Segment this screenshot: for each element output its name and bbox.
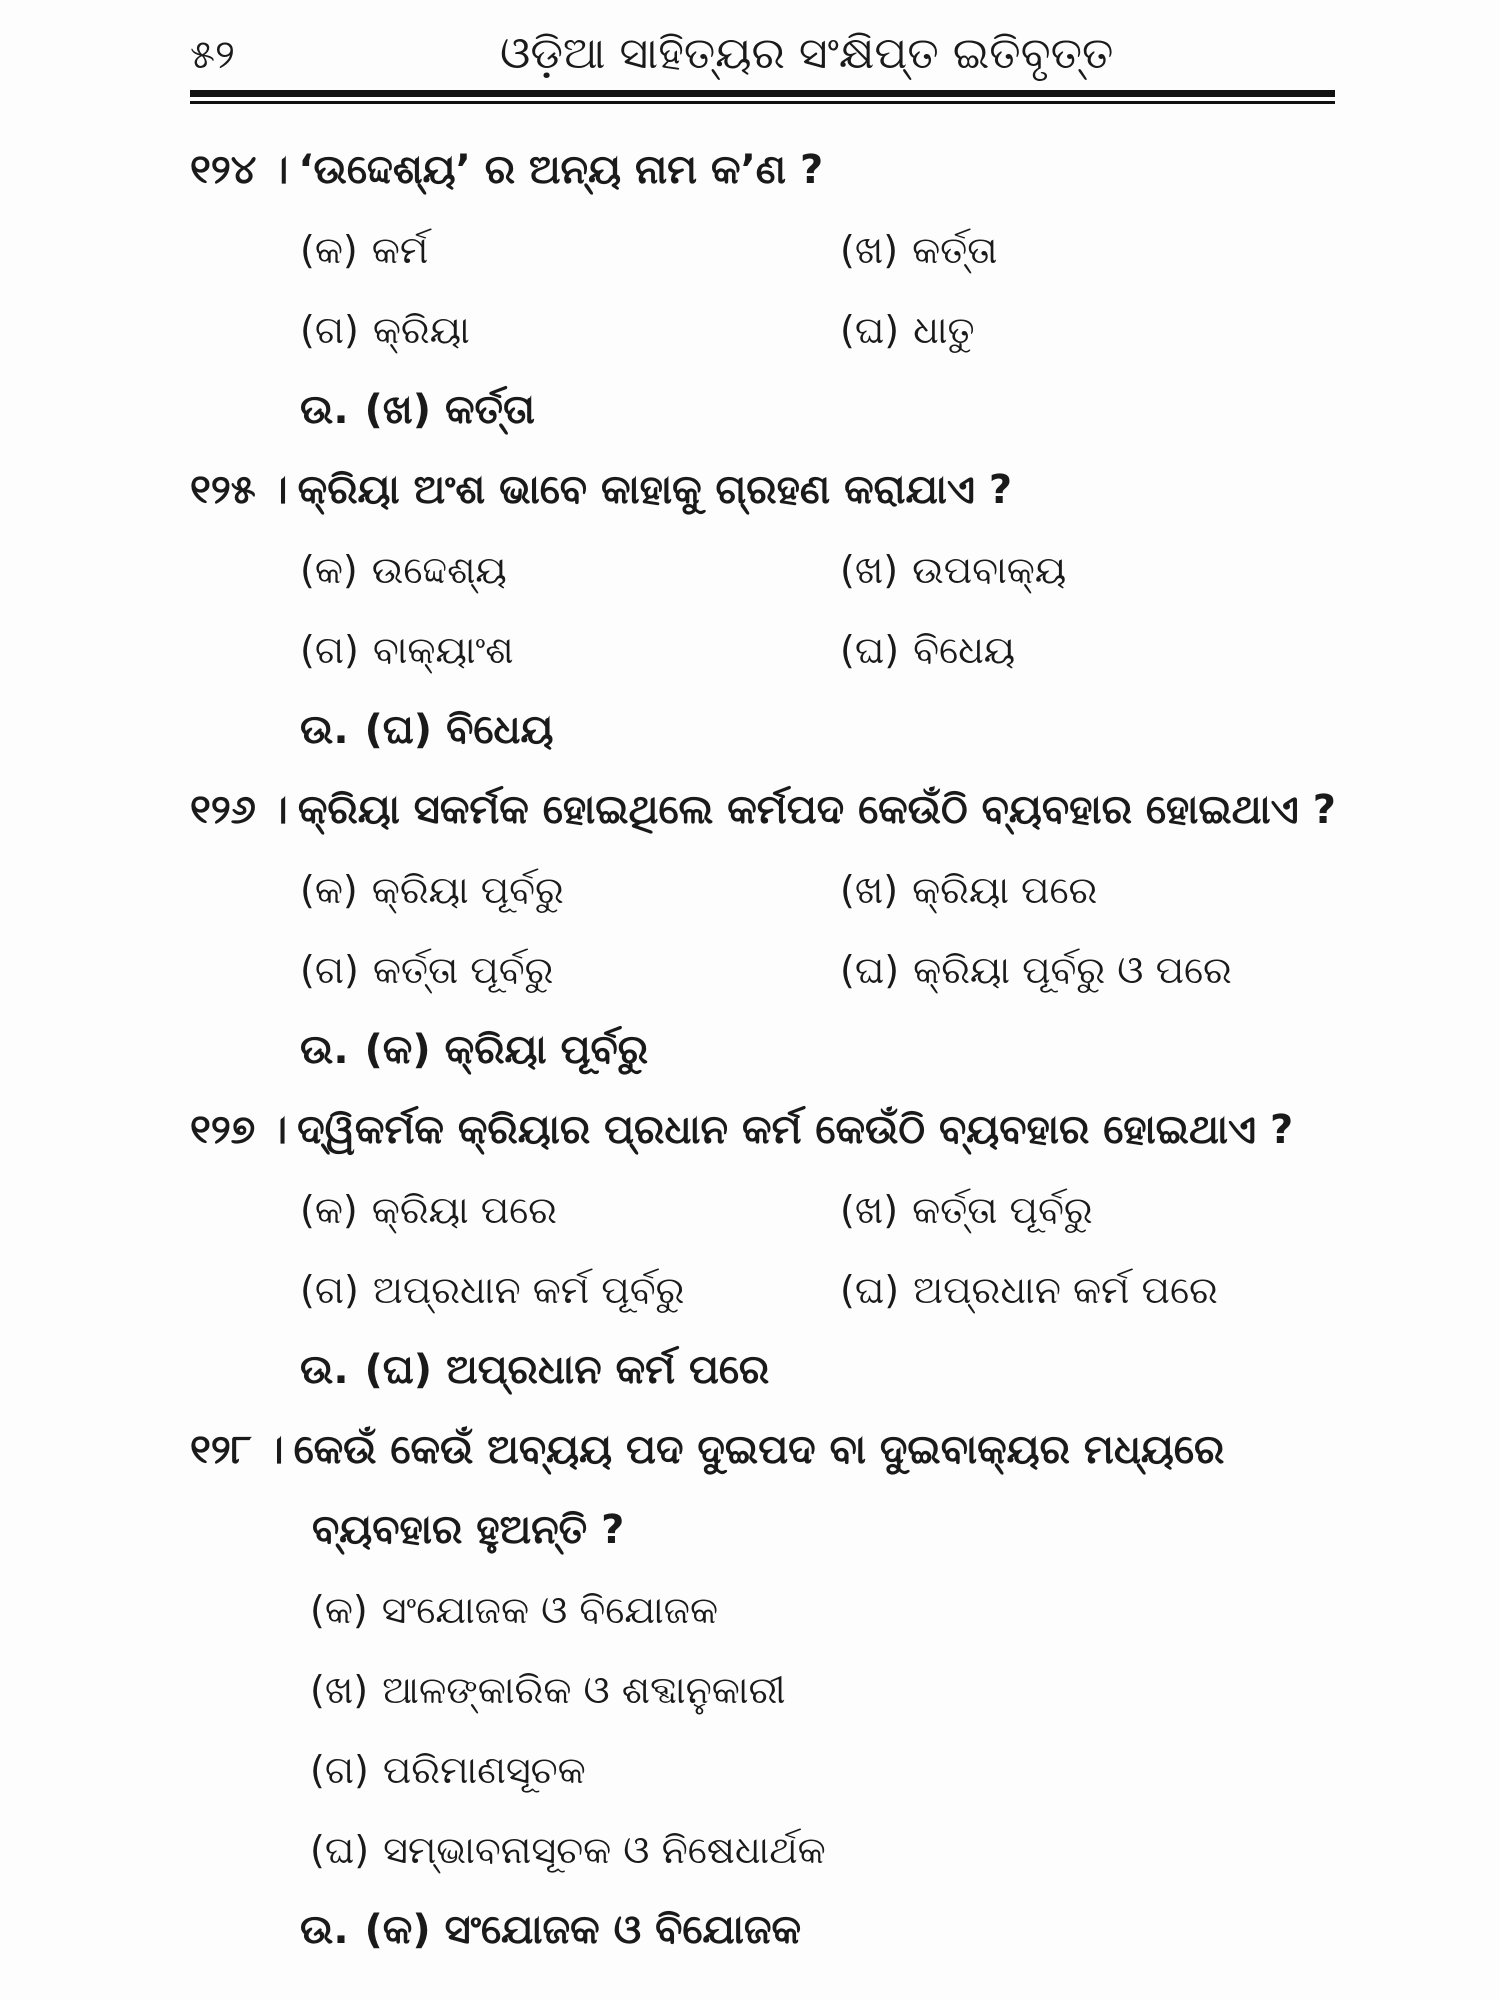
option-ga (310, 1730, 1350, 1810)
question-number: ୧୨୫ । (190, 467, 288, 513)
question-127 (190, 1090, 1350, 1410)
question-128 (190, 1410, 1350, 1970)
option-kha (840, 210, 1360, 290)
option-ka (300, 210, 840, 290)
option-gha (310, 1810, 1350, 1890)
option-kha (310, 1650, 1350, 1730)
option-ga (300, 1250, 840, 1330)
answer-prefix: ଉ. (300, 707, 349, 753)
option-label: (ଘ) (840, 308, 900, 352)
option-label: (କ) (300, 1188, 358, 1232)
option-text: କ୍ରିୟା (372, 308, 470, 352)
question-126 (190, 770, 1350, 1090)
option-text: କର୍ତ୍ତା (912, 228, 998, 272)
question-text (190, 130, 1350, 210)
options (190, 210, 1350, 370)
answer-text: ବିଧେୟ (446, 707, 554, 753)
option-text: ବିଧେୟ (913, 628, 1016, 672)
option-gha (840, 1250, 1360, 1330)
option-kha (840, 1170, 1360, 1250)
answer-prefix: ଉ. (300, 1907, 349, 1953)
question-body: କେଉଁ କେଉଁ ଅବ୍ୟୟ ପଦ ଦୁଇପଦ ବା ଦୁଇବାକ୍ୟର ମଧ୍ୟରେ (293, 1427, 1225, 1473)
answer-line (190, 690, 1350, 770)
option-label: (ଗ) (300, 948, 359, 992)
answer-prefix: ଉ. (300, 387, 349, 433)
answer-prefix: ଉ. (300, 1027, 349, 1073)
options (190, 530, 1350, 690)
options (190, 1570, 1350, 1890)
option-gha (840, 930, 1360, 1010)
option-label: (ଖ) (310, 1668, 369, 1712)
option-text: ଅପ୍ରଧାନ କର୍ମ ପୂର୍ବରୁ (372, 1268, 685, 1312)
option-label: (କ) (300, 868, 358, 912)
question-text (190, 770, 1350, 850)
answer-line (190, 1890, 1350, 1970)
answer-option-label: (ଘ) (364, 1347, 433, 1393)
option-text: କ୍ରିୟା ପରେ (912, 868, 1098, 912)
header-rule-thick (190, 90, 1335, 97)
page-header (190, 22, 1330, 92)
answer-option-label: (କ) (364, 1907, 431, 1953)
answer-text: କର୍ତ୍ତା (445, 387, 535, 433)
option-text: ଉପବାକ୍ୟ (912, 548, 1067, 592)
question-list (190, 130, 1350, 1970)
question-body: ଦ୍ୱିକର୍ମକ କ୍ରିୟାର ପ୍ରଧାନ କର୍ମ କେଉଁଠି ବ୍ୟବହାର ହୋଇଥାଏ ? (297, 1107, 1294, 1153)
option-text: କ୍ରିୟା ପୂର୍ବରୁ ଓ ପରେ (913, 948, 1232, 992)
option-label: (କ) (300, 548, 358, 592)
answer-prefix: ଉ. (300, 1347, 349, 1393)
question-number: ୧୨୬ । (190, 787, 288, 833)
option-text: ସଂଯୋଜକ ଓ ବିଯୋଜକ (381, 1588, 719, 1632)
option-text: ସମ୍ଭାବନାସୂଚକ ଓ ନିଷେଧାର୍ଥକ (383, 1828, 826, 1872)
option-kha (840, 850, 1360, 930)
option-ga (300, 930, 840, 1010)
option-label: (ଖ) (840, 868, 899, 912)
option-ka (300, 530, 840, 610)
option-text: କ୍ରିୟା ପରେ (371, 1188, 557, 1232)
running-title: ଓଡ଼ିଆ ସାହିତ୍ୟର ସଂକ୍ଷିପ୍ତ ଇତିବୃତ୍ତ (500, 28, 1114, 79)
options (190, 850, 1350, 1010)
question-body: କ୍ରିୟା ଅଂଶ ଭାବେ କାହାକୁ ଗ୍ରହଣ କରାଯାଏ ? (297, 467, 1013, 513)
option-ga (300, 290, 840, 370)
option-label: (ଗ) (300, 628, 359, 672)
option-ga (300, 610, 840, 690)
answer-line (190, 370, 1350, 450)
option-gha (840, 290, 1360, 370)
question-body: କ୍ରିୟା ସକର୍ମକ ହୋଇଥିଲେ କର୍ମପଦ କେଉଁଠି ବ୍ୟବହାର ହୋଇଥାଏ ? (297, 787, 1336, 833)
option-text: ଆଳଙ୍କାରିକ ଓ ଶବ୍ଦାନୁକାରୀ (382, 1668, 786, 1712)
answer-text: କ୍ରିୟା ପୂର୍ବରୁ (444, 1027, 649, 1073)
question-text (190, 1410, 1350, 1490)
option-text: ଉଦ୍ଦେଶ୍ୟ (371, 548, 507, 592)
question-text-continuation: ବ୍ୟବହାର ହୁଅନ୍ତି ? (312, 1507, 625, 1553)
answer-text: ସଂଯୋଜକ ଓ ବିଯୋଜକ (444, 1907, 802, 1953)
option-label: (କ) (300, 228, 358, 272)
option-ka (300, 1170, 840, 1250)
header-rule-thin (190, 101, 1335, 104)
answer-option-label: (ଖ) (364, 387, 431, 433)
options (190, 1170, 1350, 1330)
option-label: (ଖ) (840, 548, 899, 592)
question-text (190, 450, 1350, 530)
option-label: (ଖ) (840, 1188, 899, 1232)
option-text: ଅପ୍ରଧାନ କର୍ମ ପରେ (913, 1268, 1218, 1312)
option-gha (840, 610, 1360, 690)
option-ka (310, 1570, 1350, 1650)
option-text: ପରିମାଣସୂଚକ (382, 1748, 586, 1792)
answer-option-label: (ଘ) (364, 707, 433, 753)
option-ka (300, 850, 840, 930)
option-text: ବାକ୍ୟାଂଶ (372, 628, 514, 672)
option-kha (840, 530, 1360, 610)
answer-text: ଅପ୍ରଧାନ କର୍ମ ପରେ (446, 1347, 770, 1393)
option-text: କର୍ମ (371, 228, 429, 272)
question-number: ୧୨୮ । (190, 1427, 284, 1473)
answer-line (190, 1330, 1350, 1410)
option-text: କର୍ତ୍ତା ପୂର୍ବରୁ (912, 1188, 1093, 1232)
answer-option-label: (କ) (364, 1027, 431, 1073)
option-text: କ୍ରିୟା ପୂର୍ବରୁ (371, 868, 564, 912)
option-label: (କ) (310, 1588, 368, 1632)
option-label: (ଗ) (300, 1268, 359, 1312)
option-label: (ଘ) (840, 1268, 900, 1312)
option-label: (ଗ) (300, 308, 359, 352)
option-label: (ଘ) (840, 628, 900, 672)
question-body: ‘ଉଦ୍ଦେଶ୍ୟ’ ର ଅନ୍ୟ ନାମ କ’ଣ ? (298, 147, 824, 193)
option-label: (ଘ) (840, 948, 900, 992)
option-text: କର୍ତ୍ତା ପୂର୍ବରୁ (372, 948, 554, 992)
option-label: (ଘ) (310, 1828, 370, 1872)
question-text (190, 1090, 1350, 1170)
option-label: (ଖ) (840, 228, 899, 272)
option-text: ଧାତୁ (913, 308, 975, 352)
question-number: ୧୨୪ । (190, 147, 289, 193)
option-label: (ଗ) (310, 1748, 369, 1792)
page-number: ୫୨ (190, 32, 235, 78)
question-125 (190, 450, 1350, 770)
question-124 (190, 130, 1350, 450)
question-number: ୧୨୭ । (190, 1107, 288, 1153)
answer-line (190, 1010, 1350, 1090)
